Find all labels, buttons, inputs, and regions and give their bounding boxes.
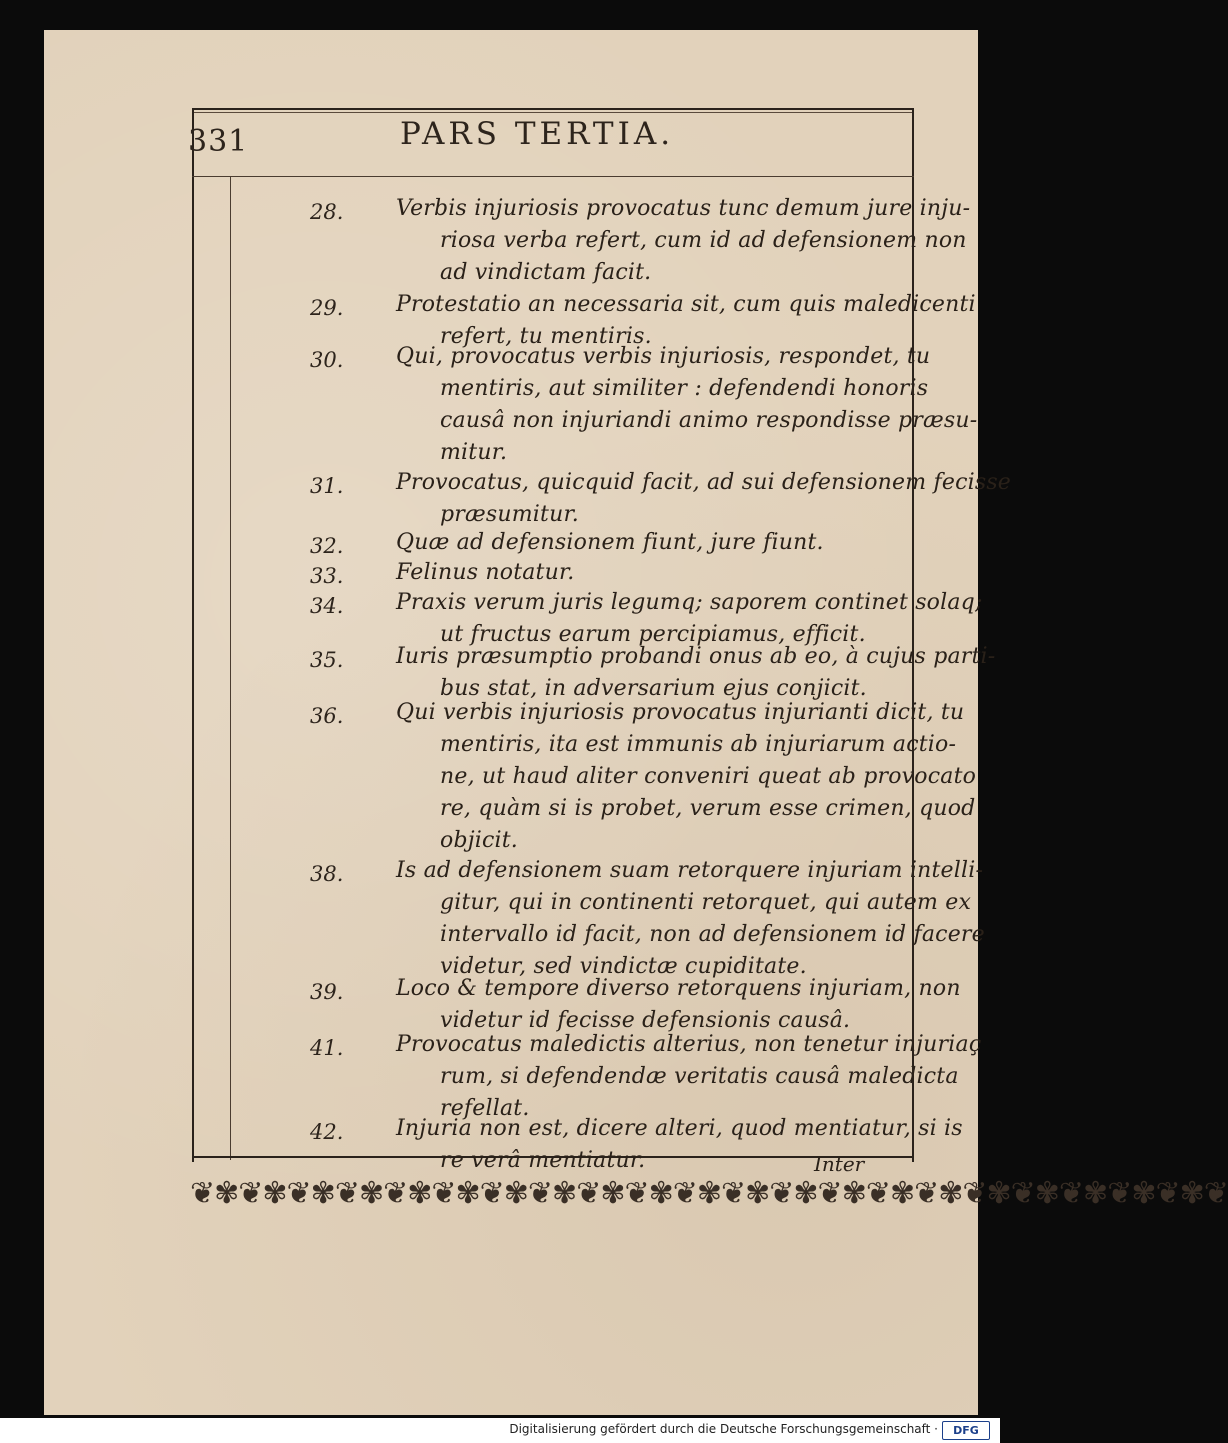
entry-text-line: Iuris præsumptio probandi onus ab eo, à cujus parti- xyxy=(396,644,996,669)
entry-number: 41. xyxy=(310,1036,344,1060)
entry-text-line: intervallo id facit, non ad defensionem id facere xyxy=(440,922,985,947)
entry-text-line: Protestatio an necessaria sit, cum quis maledicenti xyxy=(396,292,976,317)
entry-text-line: mentiris, aut similiter : defendendi honoris xyxy=(440,376,929,401)
frame-top-rule-inner xyxy=(192,112,914,113)
entry-text-line: refellat. xyxy=(440,1096,530,1121)
entry-text-line: Is ad defensionem suam retorquere injuriam intelli- xyxy=(396,858,984,883)
entry-text-line: re verâ mentiatur. xyxy=(440,1148,646,1173)
entry-text-line: Provocatus maledictis alterius, non tenetur injuriaç xyxy=(396,1032,982,1057)
margin-column-rule xyxy=(230,177,231,1160)
entry-text-line: Quæ ad defensionem fiunt, jure fiunt. xyxy=(396,530,824,555)
entry-number: 34. xyxy=(310,594,344,618)
entry-number: 36. xyxy=(310,704,344,728)
entry-number: 31. xyxy=(310,474,344,498)
entry-text-line: riosa verba refert, cum id ad defensionem non xyxy=(440,228,967,253)
page-number: 331 xyxy=(188,124,249,159)
entry-number: 33. xyxy=(310,564,344,588)
digitization-footer xyxy=(0,1418,1000,1443)
entry-number: 35. xyxy=(310,648,344,672)
entry-text-line: videtur id fecisse defensionis causâ. xyxy=(440,1008,851,1033)
entry-text-line: bus stat, in adversarium ejus conjicit. xyxy=(440,676,867,701)
entry-text-line: re, quàm si is probet, verum esse crimen, quod xyxy=(440,796,976,821)
frame-left-rule xyxy=(192,108,194,1162)
entry-number: 29. xyxy=(310,296,344,320)
entry-text-line: ut fructus earum percipiamus, efficit. xyxy=(440,622,866,647)
entry-text-line: præsumitur. xyxy=(440,502,579,527)
entry-number: 42. xyxy=(310,1120,344,1144)
header-rule xyxy=(192,176,914,177)
entry-number: 30. xyxy=(310,348,344,372)
entry-text-line: gitur, qui in continenti retorquet, qui autem ex xyxy=(440,890,972,915)
frame-top-rule xyxy=(192,108,914,110)
entry-text-line: Qui verbis injuriosis provocatus injurianti dicit, tu xyxy=(396,700,965,725)
entry-text-line: rum, si defendendæ veritatis causâ maledicta xyxy=(440,1064,959,1089)
entry-text-line: Praxis verum juris legumq; saporem continet solaq; xyxy=(396,590,983,615)
entry-text-line: Provocatus, quicquid facit, ad sui defensionem fecisse xyxy=(396,470,1012,495)
entry-text-line: Injuria non est, dicere alteri, quod mentiatur, si is xyxy=(396,1116,963,1141)
entry-number: 28. xyxy=(310,200,344,224)
funding-notice: Digitalisierung gefördert durch die Deutsche Forschungsgemeinschaft · xyxy=(509,1422,938,1436)
entry-text-line: mentiris, ita est immunis ab injuriarum actio- xyxy=(440,732,957,757)
entry-text-line: Felinus notatur. xyxy=(396,560,575,585)
entry-number: 38. xyxy=(310,862,344,886)
dfg-logo[interactable]: DFG xyxy=(942,1421,990,1440)
entry-text-line: mitur. xyxy=(440,440,508,465)
entry-text-line: refert, tu mentiris. xyxy=(440,324,652,349)
entry-text-line: causâ non injuriandi animo respondisse præsu- xyxy=(440,408,978,433)
catchword: Inter xyxy=(814,1152,865,1176)
entry-text-line: videtur, sed vindictæ cupiditate. xyxy=(440,954,807,979)
entry-text-line: objicit. xyxy=(440,828,518,853)
frame-right-rule xyxy=(912,108,914,1162)
running-head: PARS TERTIA. xyxy=(400,116,675,152)
entry-text-line: ad vindictam facit. xyxy=(440,260,652,285)
entry-text-line: Loco & tempore diverso retorquens injuriam, non xyxy=(396,976,961,1001)
ornamental-border: ❦✾❦✾❦✾❦✾❦✾❦✾❦✾❦✾❦✾❦✾❦✾❦✾❦✾❦✾❦✾❦✾❦✾❦✾❦✾❦✾❦✾❦ xyxy=(190,1176,1228,1211)
entry-text-line: Qui, provocatus verbis injuriosis, respondet, tu xyxy=(396,344,931,369)
entry-text-line: Verbis injuriosis provocatus tunc demum jure inju- xyxy=(396,196,971,221)
entry-number: 39. xyxy=(310,980,344,1004)
entry-number: 32. xyxy=(310,534,344,558)
entry-text-line: ne, ut haud aliter conveniri queat ab provocato xyxy=(440,764,977,789)
